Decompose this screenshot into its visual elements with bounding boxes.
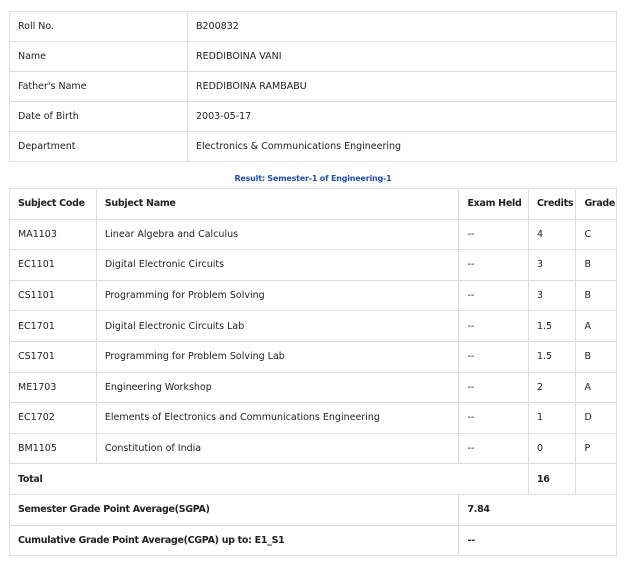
subject-name: Digital Electronic Circuits Lab	[96, 311, 459, 342]
dob-value: 2003-05-17	[188, 102, 617, 132]
grade: C	[576, 219, 617, 250]
exam-held: --	[459, 280, 529, 311]
credits: 1.5	[528, 311, 575, 342]
column-header-exam-held: Exam Held	[459, 189, 529, 220]
exam-held: --	[459, 219, 529, 250]
results-table	[9, 188, 617, 556]
total-label: Total	[10, 464, 529, 495]
subject-name: Linear Algebra and Calculus	[96, 219, 459, 250]
table-row	[10, 311, 617, 342]
cgpa-label: Cumulative Grade Point Average(CGPA) up to: E1_S1	[10, 525, 459, 556]
table-row	[10, 250, 617, 281]
table-row	[10, 372, 617, 403]
column-header-subject-code: Subject Code	[10, 189, 97, 220]
dob-label: Date of Birth	[10, 102, 188, 132]
column-header-subject-name: Subject Name	[96, 189, 459, 220]
sgpa-value: 7.84	[459, 494, 617, 525]
roll-label: Roll No.	[10, 12, 188, 42]
grade: D	[576, 403, 617, 434]
subject-name: Constitution of India	[96, 433, 459, 464]
table-row	[10, 433, 617, 464]
credits: 1.5	[528, 341, 575, 372]
table-row	[10, 219, 617, 250]
cgpa-value: --	[459, 525, 617, 556]
grade: B	[576, 280, 617, 311]
exam-held: --	[459, 433, 529, 464]
exam-held: --	[459, 250, 529, 281]
credits: 4	[528, 219, 575, 250]
grade: P	[576, 433, 617, 464]
grade: B	[576, 250, 617, 281]
column-header-grade: Grade	[576, 189, 617, 220]
subject-name: Programming for Problem Solving Lab	[96, 341, 459, 372]
subject-code: ME1703	[10, 372, 97, 403]
grade: A	[576, 311, 617, 342]
subject-code: BM1105	[10, 433, 97, 464]
subject-code: CS1701	[10, 341, 97, 372]
grade: A	[576, 372, 617, 403]
exam-held: --	[459, 311, 529, 342]
exam-held: --	[459, 341, 529, 372]
subject-code: EC1702	[10, 403, 97, 434]
cgpa-row	[10, 525, 617, 556]
subject-code: MA1103	[10, 219, 97, 250]
info-row-roll	[10, 12, 617, 42]
results-header-row	[10, 189, 617, 220]
subject-code: EC1701	[10, 311, 97, 342]
credits: 1	[528, 403, 575, 434]
father-label: Father's Name	[10, 72, 188, 102]
total-row	[10, 464, 617, 495]
name-label: Name	[10, 42, 188, 72]
result-title: Result: Semester-1 of Engineering-1	[234, 174, 392, 183]
table-row	[10, 403, 617, 434]
subject-code: CS1101	[10, 280, 97, 311]
credits: 2	[528, 372, 575, 403]
father-value: REDDIBOINA RAMBABU	[188, 72, 617, 102]
sgpa-label: Semester Grade Point Average(SGPA)	[10, 494, 459, 525]
subject-name: Digital Electronic Circuits	[96, 250, 459, 281]
exam-held: --	[459, 372, 529, 403]
info-row-name	[10, 42, 617, 72]
student-info-table	[9, 11, 617, 162]
credits: 0	[528, 433, 575, 464]
table-row	[10, 280, 617, 311]
column-header-credits: Credits	[528, 189, 575, 220]
subject-name: Engineering Workshop	[96, 372, 459, 403]
table-row	[10, 341, 617, 372]
department-value: Electronics & Communications Engineering	[188, 132, 617, 162]
roll-value: B200832	[188, 12, 617, 42]
subject-code: EC1101	[10, 250, 97, 281]
total-credits: 16	[528, 464, 575, 495]
info-row-father	[10, 72, 617, 102]
credits: 3	[528, 280, 575, 311]
department-label: Department	[10, 132, 188, 162]
name-value: REDDIBOINA VANI	[188, 42, 617, 72]
subject-name: Elements of Electronics and Communications Engineering	[96, 403, 459, 434]
total-grade-empty	[576, 464, 617, 495]
grade: B	[576, 341, 617, 372]
subject-name: Programming for Problem Solving	[96, 280, 459, 311]
sgpa-row	[10, 494, 617, 525]
credits: 3	[528, 250, 575, 281]
exam-held: --	[459, 403, 529, 434]
info-row-department	[10, 132, 617, 162]
info-row-dob	[10, 102, 617, 132]
